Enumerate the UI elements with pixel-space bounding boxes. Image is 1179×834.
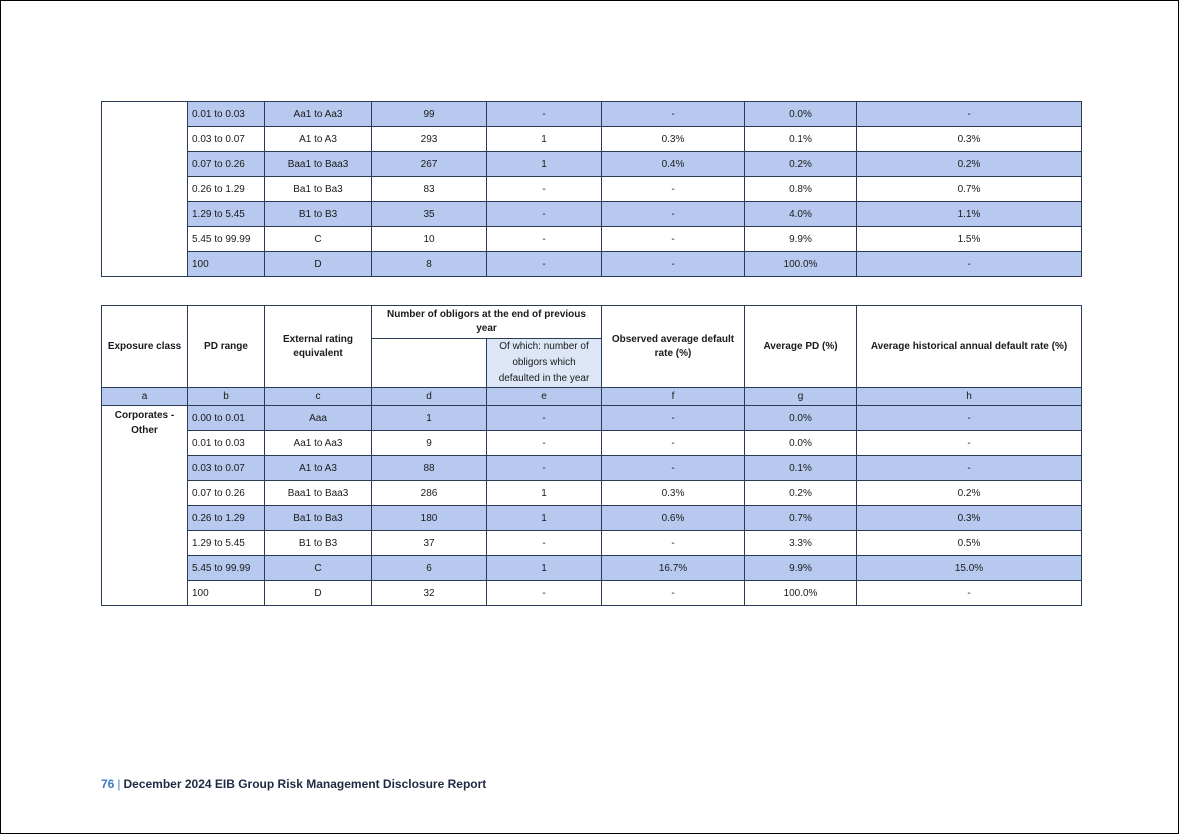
- table-row: [102, 127, 1082, 152]
- table-cell: 1: [487, 127, 602, 152]
- table-cell: 9.9%: [745, 227, 857, 252]
- table-cell: 1: [487, 506, 602, 531]
- table-cell: -: [602, 431, 745, 456]
- table-cell: 0.4%: [602, 152, 745, 177]
- table-row: [102, 556, 1082, 581]
- header-row: [102, 306, 1082, 339]
- table-cell: -: [857, 406, 1082, 431]
- header-of-which-defaulted: Of which: number of obligors which defaulted in the year: [487, 339, 602, 388]
- table-row: [102, 102, 1082, 127]
- table-row: [102, 152, 1082, 177]
- table-cell: -: [602, 531, 745, 556]
- page-number: 76: [101, 777, 115, 791]
- table-cell: D: [265, 581, 372, 606]
- table-cell: 15.0%: [857, 556, 1082, 581]
- table-cell: 180: [372, 506, 487, 531]
- table-cell: 0.3%: [602, 127, 745, 152]
- table-cell: 0.03 to 0.07: [188, 127, 265, 152]
- report-title: December 2024 EIB Group Risk Management Disclosure Report: [123, 777, 487, 791]
- table-cell: Baa1 to Baa3: [265, 152, 372, 177]
- table-cell: -: [602, 252, 745, 277]
- table-cell: 267: [372, 152, 487, 177]
- table-cell: 0.26 to 1.29: [188, 506, 265, 531]
- header-num-obligors: Number of obligors at the end of previous year: [372, 306, 602, 339]
- table-cell: 286: [372, 481, 487, 506]
- table-cell: -: [857, 456, 1082, 481]
- table-cell: -: [602, 177, 745, 202]
- table-cell: -: [602, 406, 745, 431]
- table-row: [102, 481, 1082, 506]
- table-cell: 0.1%: [745, 127, 857, 152]
- table-cell: B1 to B3: [265, 531, 372, 556]
- header-average-pd: Average PD (%): [745, 306, 857, 388]
- table-cell: -: [487, 252, 602, 277]
- table-cell: 3.3%: [745, 531, 857, 556]
- table-cell: 100.0%: [745, 252, 857, 277]
- table-cell: C: [265, 556, 372, 581]
- table-cell: 9.9%: [745, 556, 857, 581]
- table-cell: 0.01 to 0.03: [188, 431, 265, 456]
- table-cell: C: [265, 227, 372, 252]
- table-cell: -: [487, 177, 602, 202]
- table-cell: B1 to B3: [265, 202, 372, 227]
- footer-separator: |: [117, 777, 121, 791]
- table-cell: -: [487, 227, 602, 252]
- table-cell: 293: [372, 127, 487, 152]
- table-cell: 5.45 to 99.99: [188, 556, 265, 581]
- table-cell: 83: [372, 177, 487, 202]
- header-historical-default-rate: Average historical annual default rate (%): [857, 306, 1082, 388]
- pd-table-corporates-other-body: [102, 406, 1082, 606]
- table-cell: 0.5%: [857, 531, 1082, 556]
- table-cell: 6: [372, 556, 487, 581]
- header-exposure-class: Exposure class: [102, 306, 188, 388]
- table-cell: 1.5%: [857, 227, 1082, 252]
- pd-table-continued-body: [102, 102, 1082, 277]
- table-cell: -: [487, 531, 602, 556]
- table-cell: 0.3%: [602, 481, 745, 506]
- column-letter: a: [102, 388, 188, 406]
- table-row: [102, 431, 1082, 456]
- column-letter: f: [602, 388, 745, 406]
- table-cell: 5.45 to 99.99: [188, 227, 265, 252]
- page-footer: [101, 777, 486, 791]
- table-cell: 4.0%: [745, 202, 857, 227]
- table-cell: 0.07 to 0.26: [188, 481, 265, 506]
- table-cell: 0.0%: [745, 406, 857, 431]
- table-cell: 0.01 to 0.03: [188, 102, 265, 127]
- table-cell: -: [602, 202, 745, 227]
- table-cell: -: [602, 581, 745, 606]
- column-letter: e: [487, 388, 602, 406]
- header-observed-default-rate: Observed average default rate (%): [602, 306, 745, 388]
- table-cell: 0.7%: [745, 506, 857, 531]
- table-cell: 0.00 to 0.01: [188, 406, 265, 431]
- table-cell: 1: [372, 406, 487, 431]
- table-cell: 0.7%: [857, 177, 1082, 202]
- table-row: [102, 506, 1082, 531]
- table-cell: -: [857, 431, 1082, 456]
- table-cell: 0.2%: [745, 481, 857, 506]
- header-pd-range: PD range: [188, 306, 265, 388]
- table-cell: 100.0%: [745, 581, 857, 606]
- table-cell: -: [602, 227, 745, 252]
- table-cell: -: [857, 581, 1082, 606]
- table-cell: -: [487, 202, 602, 227]
- table-cell: 16.7%: [602, 556, 745, 581]
- table-cell: Ba1 to Ba3: [265, 506, 372, 531]
- pd-table-corporates-other: [101, 305, 1082, 606]
- table-cell: 8: [372, 252, 487, 277]
- table-cell: 1: [487, 481, 602, 506]
- table-cell: 0.07 to 0.26: [188, 152, 265, 177]
- table-cell: 0.8%: [745, 177, 857, 202]
- column-letter-row: [102, 388, 1082, 406]
- table-cell: 0.3%: [857, 127, 1082, 152]
- table-cell: 1.1%: [857, 202, 1082, 227]
- table-cell: Baa1 to Baa3: [265, 481, 372, 506]
- table-cell: 0.03 to 0.07: [188, 456, 265, 481]
- table-row: [102, 252, 1082, 277]
- column-letter: g: [745, 388, 857, 406]
- table-cell: 1: [487, 152, 602, 177]
- column-letter: h: [857, 388, 1082, 406]
- table-row: [102, 406, 1082, 431]
- table-cell: -: [857, 102, 1082, 127]
- table-cell: -: [857, 252, 1082, 277]
- table-cell: -: [602, 102, 745, 127]
- table-row: [102, 202, 1082, 227]
- table-cell: A1 to A3: [265, 456, 372, 481]
- table-cell: A1 to A3: [265, 127, 372, 152]
- table-cell: 0.3%: [857, 506, 1082, 531]
- table-cell: D: [265, 252, 372, 277]
- table-cell: 0.2%: [745, 152, 857, 177]
- table-cell: 0.6%: [602, 506, 745, 531]
- table-cell: 1: [487, 556, 602, 581]
- table-cell: 1.29 to 5.45: [188, 202, 265, 227]
- table-cell: 100: [188, 581, 265, 606]
- table-cell: 9: [372, 431, 487, 456]
- table-cell: 0.0%: [745, 431, 857, 456]
- table-cell: 99: [372, 102, 487, 127]
- table-cell: 0.0%: [745, 102, 857, 127]
- table-row: [102, 177, 1082, 202]
- table-cell: -: [487, 456, 602, 481]
- table-row: [102, 456, 1082, 481]
- exposure-class-cell: [102, 102, 188, 277]
- table-cell: -: [487, 406, 602, 431]
- table-cell: -: [602, 456, 745, 481]
- table-cell: 0.2%: [857, 481, 1082, 506]
- header-external-rating: External rating equivalent: [265, 306, 372, 388]
- column-letter: c: [265, 388, 372, 406]
- column-letter: b: [188, 388, 265, 406]
- table-row: [102, 227, 1082, 252]
- table-row: [102, 531, 1082, 556]
- table-cell: 0.2%: [857, 152, 1082, 177]
- table-cell: 0.26 to 1.29: [188, 177, 265, 202]
- table-cell: Ba1 to Ba3: [265, 177, 372, 202]
- column-letter: d: [372, 388, 487, 406]
- table-cell: 10: [372, 227, 487, 252]
- table-cell: 1.29 to 5.45: [188, 531, 265, 556]
- table-cell: 100: [188, 252, 265, 277]
- table-cell: 32: [372, 581, 487, 606]
- table-cell: Aaa: [265, 406, 372, 431]
- table-cell: -: [487, 581, 602, 606]
- table-cell: Aa1 to Aa3: [265, 431, 372, 456]
- table-cell: Aa1 to Aa3: [265, 102, 372, 127]
- table-cell: 35: [372, 202, 487, 227]
- table-cell: 37: [372, 531, 487, 556]
- exposure-class-cell: Corporates - Other: [102, 406, 188, 606]
- table-cell: 0.1%: [745, 456, 857, 481]
- table-row: [102, 581, 1082, 606]
- table-cell: -: [487, 431, 602, 456]
- pd-table-continued: [101, 101, 1082, 277]
- table-cell: -: [487, 102, 602, 127]
- table-cell: 88: [372, 456, 487, 481]
